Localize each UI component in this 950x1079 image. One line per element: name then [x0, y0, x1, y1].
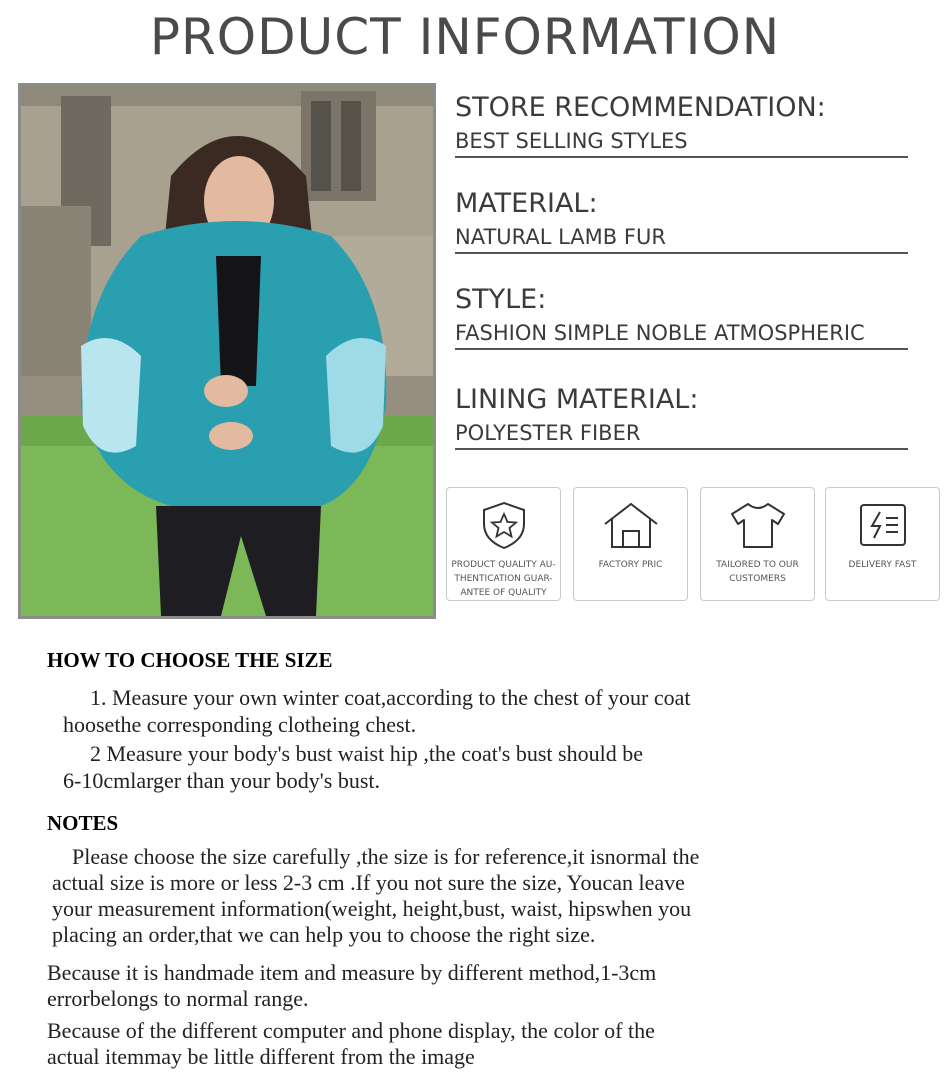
divider [455, 448, 908, 450]
divider [455, 252, 908, 254]
size-line: hoosethe corresponding clotheing chest. [63, 712, 417, 737]
info-label: STORE RECOMMENDATION: [455, 92, 826, 123]
notes-line: actual size is more or less 2-3 cm .If you not sure the size, Youcan leave [52, 870, 685, 895]
info-lining-material [455, 384, 915, 450]
badge-quality [446, 487, 561, 601]
info-value: FASHION SIMPLE NOBLE ATMOSPHERIC [455, 321, 865, 345]
info-store-recommendation [455, 92, 915, 158]
notes-line: your measurement information(weight, height,bust, waist, hipswhen you [52, 896, 692, 921]
notes-extra-line: actual itemmay be little different from the image [47, 1044, 475, 1069]
info-label: MATERIAL: [455, 188, 598, 219]
shield-star-icon [479, 500, 529, 550]
delivery-icon [856, 500, 910, 550]
house-icon [601, 500, 661, 550]
info-value: POLYESTER FIBER [455, 421, 641, 445]
notes-line: placing an order,that we can help you to choose the right size. [52, 922, 596, 947]
info-label: STYLE: [455, 284, 547, 315]
badge-text: ANTEE OF QUALITY [460, 588, 547, 598]
info-value: NATURAL LAMB FUR [455, 225, 666, 249]
size-line: 2 Measure your body's bust waist hip ,the coat's bust should be [90, 741, 643, 766]
notes-heading: NOTES [47, 811, 119, 835]
badge-tailored [700, 487, 815, 601]
info-label: LINING MATERIAL: [455, 384, 699, 415]
badge-text: THENTICATION GUAR- [454, 574, 553, 584]
divider [455, 348, 908, 350]
page-title: PRODUCT INFORMATION [149, 8, 781, 66]
size-line: 6-10cmlarger than your body's bust. [63, 768, 381, 793]
badge-factory [573, 487, 688, 601]
divider [455, 156, 908, 158]
badge-text: DELIVERY FAST [848, 560, 917, 570]
info-value: BEST SELLING STYLES [455, 129, 688, 153]
badge-text: TAILORED TO OUR [716, 560, 799, 570]
badge-delivery [825, 487, 940, 601]
badge-text: CUSTOMERS [729, 574, 786, 584]
badge-text: FACTORY PRIC [598, 560, 663, 570]
info-material [455, 188, 915, 254]
notes-extra-line: Because it is handmade item and measure by different method,1-3cm [47, 960, 657, 985]
product-photo [18, 83, 436, 619]
tshirt-icon [728, 500, 788, 550]
notes-extra-line: Because of the different computer and phone display, the color of the [47, 1018, 655, 1043]
info-style [455, 284, 915, 350]
size-line: 1. Measure your own winter coat,according to the chest of your coat [90, 685, 691, 710]
badge-text: PRODUCT QUALITY AU- [451, 560, 556, 570]
notes-extra-line: errorbelongs to normal range. [47, 986, 309, 1011]
notes-line: Please choose the size carefully ,the size is for reference,it isnormal the [72, 844, 700, 869]
size-heading: HOW TO CHOOSE THE SIZE [47, 648, 333, 672]
